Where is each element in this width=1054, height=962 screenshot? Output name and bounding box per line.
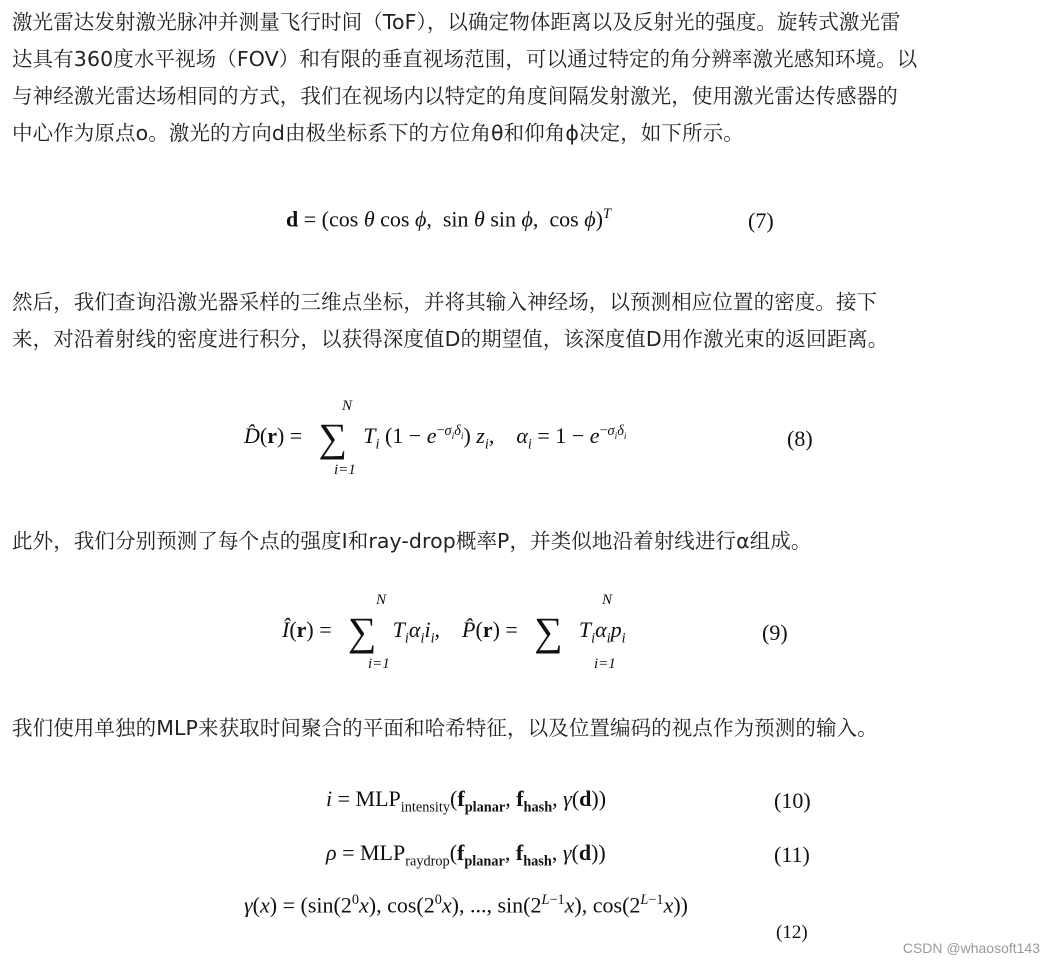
equation-7: d = (cos θ cos ϕ, sin θ sin ϕ, cos ϕ)$^T$ [286, 206, 611, 232]
equation-number-8: (8) [787, 426, 813, 451]
paragraph-mlp: 我们使用单独的MLP来获取时间聚合的平面和哈希特征，以及位置编码的视点作为预测的输入。 [12, 716, 878, 740]
sum-upper-limit-8: N [342, 398, 353, 414]
sum-lower-limit-9a: i=1 [368, 656, 390, 672]
paragraph-depth: 然后，我们查询沿激光器采样的三维点坐标，并将其输入神经场，以预测相应位置的密度。接下 来，对沿着射线的密度进行积分，以获得深度值D的期望值，该深度值D用作激光束的返回距离。 [12, 290, 889, 351]
sum-upper-limit-9b: N [602, 592, 613, 608]
equation-11: $\rho = MLP_{raydrop}(f_{planar}$, $f_{hash}$, γ(d)) [326, 840, 606, 870]
equation-number-12: (12) [776, 922, 808, 943]
sum-lower-limit-8: i=1 [334, 462, 356, 478]
sum-upper-limit-9a: N [376, 592, 387, 608]
paragraph-intensity-raydrop: 此外，我们分别预测了每个点的强度I和ray-drop概率P，并类似地沿着射线进行α组成。 [12, 529, 812, 553]
equation-10: $i = MLP_{intensity}(f_{planar}$, $f_{hash}$, γ(d)) [326, 786, 607, 816]
equation-8: D̂(r) = ∑ $T_i$ $(1 - e^{-\sigma_i\delta_i})$ $z_i$, $\alpha_i = 1 - e^{-\sigma_i\delta_i}$ [244, 415, 627, 460]
csdn-watermark: CSDN @whaosoft143 [902, 940, 1040, 956]
equation-number-10: (10) [774, 788, 811, 813]
paragraph-lidar-intro: 激光雷达发射激光脉冲并测量飞行时间（ToF），以确定物体距离以及反射光的强度。旋转式激光雷 达具有360度水平视场（FOV）和有限的垂直视场范围，可以通过特定的角分辨率激光感知环境。以 与神经激光雷达场相同的方式，我们在视场内以特定的角度间隔发射激光，使用激光雷达传感器的 中心作为原点o。激光的方向d由极坐标系下的方位角θ和仰角ϕ决定，如下所示。 [12, 10, 918, 145]
equation-9: Î(r) = ∑ $T_i\alpha_ii_i$, P̂(r) = ∑ $T_i\alpha_ip_i$ [282, 609, 626, 654]
equation-12: $\gamma(x) = (\sin(2^0x)$, $\cos(2^0x)$, ..., $\sin(2^{L-1}x)$, $\cos(2^{L-1}x)$) [244, 892, 688, 918]
equation-number-11: (11) [774, 842, 810, 867]
equation-number-7: (7) [748, 208, 774, 233]
equation-number-9: (9) [762, 620, 788, 645]
sum-lower-limit-9b: i=1 [594, 656, 616, 672]
